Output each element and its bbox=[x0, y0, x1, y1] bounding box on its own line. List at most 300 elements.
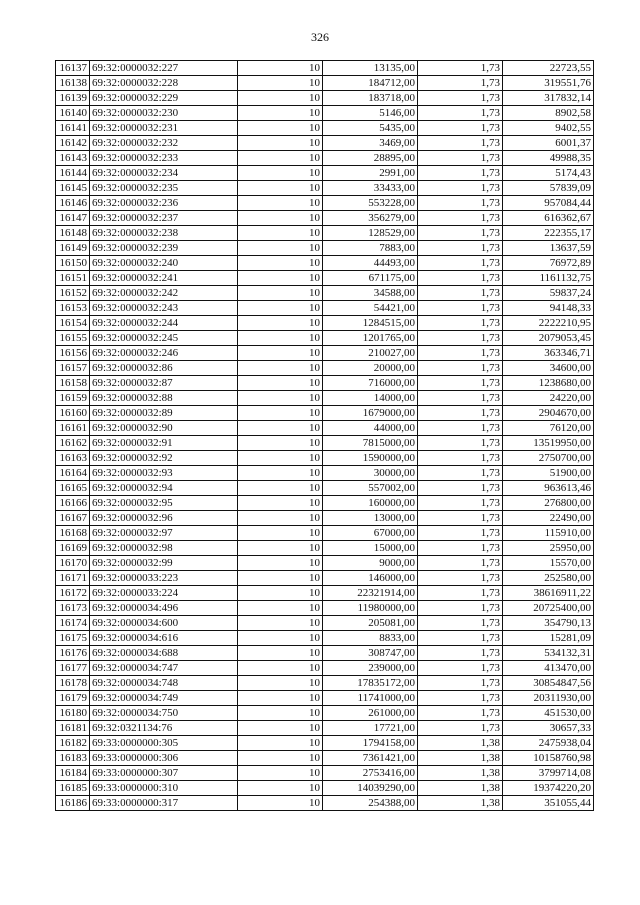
coefficient-cell: 1,73 bbox=[418, 331, 503, 346]
table-row bbox=[56, 721, 594, 736]
table-row bbox=[56, 466, 594, 481]
table-body bbox=[56, 61, 594, 811]
row-number-cell: 16154 bbox=[56, 316, 90, 331]
row-number-cell: 16173 bbox=[56, 601, 90, 616]
table-row bbox=[56, 706, 594, 721]
row-number-cell: 16185 bbox=[56, 781, 90, 796]
value-cell: 67000,00 bbox=[323, 526, 418, 541]
value-cell: 716000,00 bbox=[323, 376, 418, 391]
coefficient-cell: 1,73 bbox=[418, 616, 503, 631]
table-row bbox=[56, 796, 594, 811]
cadastral-number-cell: 69:33:0000000:317 bbox=[90, 796, 238, 811]
cadastral-number-cell: 69:33:0000000:305 bbox=[90, 736, 238, 751]
table-row bbox=[56, 211, 594, 226]
table-row bbox=[56, 166, 594, 181]
count-cell: 10 bbox=[238, 496, 323, 511]
table-row bbox=[56, 316, 594, 331]
table-row bbox=[56, 496, 594, 511]
cadastral-number-cell: 69:32:0000032:239 bbox=[90, 241, 238, 256]
row-number-cell: 16151 bbox=[56, 271, 90, 286]
table-row bbox=[56, 121, 594, 136]
cadastral-number-cell: 69:32:0000032:235 bbox=[90, 181, 238, 196]
cadastral-number-cell: 69:32:0000032:96 bbox=[90, 511, 238, 526]
row-number-cell: 16153 bbox=[56, 301, 90, 316]
total-cell: 276800,00 bbox=[503, 496, 594, 511]
table-row bbox=[56, 421, 594, 436]
table-row bbox=[56, 76, 594, 91]
cadastral-number-cell: 69:32:0000032:242 bbox=[90, 286, 238, 301]
coefficient-cell: 1,73 bbox=[418, 511, 503, 526]
coefficient-cell: 1,73 bbox=[418, 136, 503, 151]
total-cell: 30657,33 bbox=[503, 721, 594, 736]
count-cell: 10 bbox=[238, 451, 323, 466]
value-cell: 17721,00 bbox=[323, 721, 418, 736]
row-number-cell: 16171 bbox=[56, 571, 90, 586]
value-cell: 28895,00 bbox=[323, 151, 418, 166]
value-cell: 13000,00 bbox=[323, 511, 418, 526]
coefficient-cell: 1,73 bbox=[418, 196, 503, 211]
count-cell: 10 bbox=[238, 706, 323, 721]
coefficient-cell: 1,73 bbox=[418, 286, 503, 301]
table-row bbox=[56, 451, 594, 466]
total-cell: 13637,59 bbox=[503, 241, 594, 256]
coefficient-cell: 1,73 bbox=[418, 241, 503, 256]
count-cell: 10 bbox=[238, 346, 323, 361]
count-cell: 10 bbox=[238, 436, 323, 451]
total-cell: 2750700,00 bbox=[503, 451, 594, 466]
value-cell: 356279,00 bbox=[323, 211, 418, 226]
total-cell: 8902,58 bbox=[503, 106, 594, 121]
row-number-cell: 16174 bbox=[56, 616, 90, 631]
cadastral-number-cell: 69:33:0000000:306 bbox=[90, 751, 238, 766]
table-row bbox=[56, 376, 594, 391]
coefficient-cell: 1,73 bbox=[418, 226, 503, 241]
count-cell: 10 bbox=[238, 781, 323, 796]
value-cell: 2753416,00 bbox=[323, 766, 418, 781]
total-cell: 38616911,22 bbox=[503, 586, 594, 601]
coefficient-cell: 1,38 bbox=[418, 781, 503, 796]
coefficient-cell: 1,73 bbox=[418, 301, 503, 316]
cadastral-number-cell: 69:32:0000032:90 bbox=[90, 421, 238, 436]
cadastral-number-cell: 69:32:0000032:237 bbox=[90, 211, 238, 226]
value-cell: 14039290,00 bbox=[323, 781, 418, 796]
total-cell: 22490,00 bbox=[503, 511, 594, 526]
row-number-cell: 16155 bbox=[56, 331, 90, 346]
coefficient-cell: 1,73 bbox=[418, 76, 503, 91]
count-cell: 10 bbox=[238, 391, 323, 406]
row-number-cell: 16143 bbox=[56, 151, 90, 166]
coefficient-cell: 1,73 bbox=[418, 391, 503, 406]
count-cell: 10 bbox=[238, 211, 323, 226]
coefficient-cell: 1,73 bbox=[418, 151, 503, 166]
cadastral-number-cell: 69:32:0000032:245 bbox=[90, 331, 238, 346]
table-row bbox=[56, 601, 594, 616]
count-cell: 10 bbox=[238, 286, 323, 301]
coefficient-cell: 1,73 bbox=[418, 346, 503, 361]
coefficient-cell: 1,73 bbox=[418, 436, 503, 451]
cadastral-number-cell: 69:32:0000034:600 bbox=[90, 616, 238, 631]
total-cell: 20311930,00 bbox=[503, 691, 594, 706]
table-row bbox=[56, 541, 594, 556]
count-cell: 10 bbox=[238, 361, 323, 376]
row-number-cell: 16137 bbox=[56, 61, 90, 76]
cadastral-number-cell: 69:32:0000034:496 bbox=[90, 601, 238, 616]
coefficient-cell: 1,73 bbox=[418, 211, 503, 226]
coefficient-cell: 1,73 bbox=[418, 166, 503, 181]
cadastral-number-cell: 69:32:0000034:748 bbox=[90, 676, 238, 691]
row-number-cell: 16184 bbox=[56, 766, 90, 781]
row-number-cell: 16181 bbox=[56, 721, 90, 736]
count-cell: 10 bbox=[238, 526, 323, 541]
value-cell: 128529,00 bbox=[323, 226, 418, 241]
table-row bbox=[56, 736, 594, 751]
table-row bbox=[56, 661, 594, 676]
count-cell: 10 bbox=[238, 646, 323, 661]
row-number-cell: 16163 bbox=[56, 451, 90, 466]
row-number-cell: 16168 bbox=[56, 526, 90, 541]
count-cell: 10 bbox=[238, 676, 323, 691]
table-row bbox=[56, 346, 594, 361]
value-cell: 17835172,00 bbox=[323, 676, 418, 691]
table-row bbox=[56, 751, 594, 766]
total-cell: 2904670,00 bbox=[503, 406, 594, 421]
value-cell: 146000,00 bbox=[323, 571, 418, 586]
coefficient-cell: 1,38 bbox=[418, 751, 503, 766]
total-cell: 451530,00 bbox=[503, 706, 594, 721]
coefficient-cell: 1,73 bbox=[418, 256, 503, 271]
coefficient-cell: 1,73 bbox=[418, 61, 503, 76]
coefficient-cell: 1,73 bbox=[418, 496, 503, 511]
cadastral-number-cell: 69:32:0000032:232 bbox=[90, 136, 238, 151]
count-cell: 10 bbox=[238, 736, 323, 751]
table-row bbox=[56, 361, 594, 376]
value-cell: 1794158,00 bbox=[323, 736, 418, 751]
value-cell: 254388,00 bbox=[323, 796, 418, 811]
coefficient-cell: 1,73 bbox=[418, 121, 503, 136]
total-cell: 9402,55 bbox=[503, 121, 594, 136]
row-number-cell: 16166 bbox=[56, 496, 90, 511]
table-row bbox=[56, 196, 594, 211]
row-number-cell: 16138 bbox=[56, 76, 90, 91]
total-cell: 1238680,00 bbox=[503, 376, 594, 391]
count-cell: 10 bbox=[238, 601, 323, 616]
coefficient-cell: 1,38 bbox=[418, 766, 503, 781]
count-cell: 10 bbox=[238, 196, 323, 211]
cadastral-number-cell: 69:32:0000032:86 bbox=[90, 361, 238, 376]
total-cell: 13519950,00 bbox=[503, 436, 594, 451]
total-cell: 59837,24 bbox=[503, 286, 594, 301]
total-cell: 351055,44 bbox=[503, 796, 594, 811]
count-cell: 10 bbox=[238, 166, 323, 181]
value-cell: 30000,00 bbox=[323, 466, 418, 481]
coefficient-cell: 1,73 bbox=[418, 541, 503, 556]
value-cell: 557002,00 bbox=[323, 481, 418, 496]
total-cell: 413470,00 bbox=[503, 661, 594, 676]
count-cell: 10 bbox=[238, 766, 323, 781]
row-number-cell: 16159 bbox=[56, 391, 90, 406]
table-row bbox=[56, 136, 594, 151]
row-number-cell: 16146 bbox=[56, 196, 90, 211]
table-row bbox=[56, 91, 594, 106]
coefficient-cell: 1,73 bbox=[418, 316, 503, 331]
cadastral-number-cell: 69:32:0000032:97 bbox=[90, 526, 238, 541]
total-cell: 30854847,56 bbox=[503, 676, 594, 691]
cadastral-number-cell: 69:32:0000032:87 bbox=[90, 376, 238, 391]
coefficient-cell: 1,73 bbox=[418, 601, 503, 616]
table-row bbox=[56, 241, 594, 256]
row-number-cell: 16149 bbox=[56, 241, 90, 256]
count-cell: 10 bbox=[238, 661, 323, 676]
count-cell: 10 bbox=[238, 511, 323, 526]
value-cell: 5146,00 bbox=[323, 106, 418, 121]
count-cell: 10 bbox=[238, 91, 323, 106]
row-number-cell: 16162 bbox=[56, 436, 90, 451]
coefficient-cell: 1,73 bbox=[418, 721, 503, 736]
table-row bbox=[56, 631, 594, 646]
count-cell: 10 bbox=[238, 301, 323, 316]
cadastral-number-cell: 69:32:0000032:231 bbox=[90, 121, 238, 136]
value-cell: 3469,00 bbox=[323, 136, 418, 151]
count-cell: 10 bbox=[238, 466, 323, 481]
count-cell: 10 bbox=[238, 316, 323, 331]
row-number-cell: 16167 bbox=[56, 511, 90, 526]
count-cell: 10 bbox=[238, 106, 323, 121]
table-row bbox=[56, 586, 594, 601]
total-cell: 354790,13 bbox=[503, 616, 594, 631]
row-number-cell: 16141 bbox=[56, 121, 90, 136]
table-row bbox=[56, 301, 594, 316]
total-cell: 20725400,00 bbox=[503, 601, 594, 616]
total-cell: 25950,00 bbox=[503, 541, 594, 556]
cadastral-number-cell: 69:32:0000032:230 bbox=[90, 106, 238, 121]
cadastral-number-cell: 69:32:0000032:233 bbox=[90, 151, 238, 166]
value-cell: 183718,00 bbox=[323, 91, 418, 106]
data-table bbox=[55, 60, 594, 811]
total-cell: 76972,89 bbox=[503, 256, 594, 271]
value-cell: 22321914,00 bbox=[323, 586, 418, 601]
cadastral-number-cell: 69:32:0000032:89 bbox=[90, 406, 238, 421]
cadastral-number-cell: 69:32:0000032:98 bbox=[90, 541, 238, 556]
count-cell: 10 bbox=[238, 406, 323, 421]
table-row bbox=[56, 286, 594, 301]
coefficient-cell: 1,73 bbox=[418, 181, 503, 196]
table-row bbox=[56, 331, 594, 346]
total-cell: 19374220,20 bbox=[503, 781, 594, 796]
cadastral-number-cell: 69:32:0000032:246 bbox=[90, 346, 238, 361]
table-row bbox=[56, 256, 594, 271]
cadastral-number-cell: 69:32:0000032:228 bbox=[90, 76, 238, 91]
row-number-cell: 16156 bbox=[56, 346, 90, 361]
cadastral-number-cell: 69:32:0000032:229 bbox=[90, 91, 238, 106]
value-cell: 13135,00 bbox=[323, 61, 418, 76]
page-number: 326 bbox=[311, 30, 329, 44]
coefficient-cell: 1,73 bbox=[418, 271, 503, 286]
count-cell: 10 bbox=[238, 721, 323, 736]
cadastral-number-cell: 69:32:0000032:227 bbox=[90, 61, 238, 76]
count-cell: 10 bbox=[238, 556, 323, 571]
cadastral-number-cell: 69:32:0000032:243 bbox=[90, 301, 238, 316]
cadastral-number-cell: 69:33:0000000:307 bbox=[90, 766, 238, 781]
cadastral-number-cell: 69:32:0000032:94 bbox=[90, 481, 238, 496]
total-cell: 3799714,08 bbox=[503, 766, 594, 781]
row-number-cell: 16144 bbox=[56, 166, 90, 181]
count-cell: 10 bbox=[238, 421, 323, 436]
row-number-cell: 16164 bbox=[56, 466, 90, 481]
total-cell: 252580,00 bbox=[503, 571, 594, 586]
total-cell: 15570,00 bbox=[503, 556, 594, 571]
total-cell: 222355,17 bbox=[503, 226, 594, 241]
value-cell: 11741000,00 bbox=[323, 691, 418, 706]
cadastral-number-cell: 69:32:0000032:241 bbox=[90, 271, 238, 286]
table-row bbox=[56, 406, 594, 421]
count-cell: 10 bbox=[238, 586, 323, 601]
coefficient-cell: 1,73 bbox=[418, 676, 503, 691]
total-cell: 22723,55 bbox=[503, 61, 594, 76]
cadastral-number-cell: 69:32:0000033:224 bbox=[90, 586, 238, 601]
row-number-cell: 16182 bbox=[56, 736, 90, 751]
value-cell: 1590000,00 bbox=[323, 451, 418, 466]
cadastral-number-cell: 69:32:0000032:234 bbox=[90, 166, 238, 181]
value-cell: 8833,00 bbox=[323, 631, 418, 646]
total-cell: 1161132,75 bbox=[503, 271, 594, 286]
row-number-cell: 16176 bbox=[56, 646, 90, 661]
count-cell: 10 bbox=[238, 151, 323, 166]
value-cell: 20000,00 bbox=[323, 361, 418, 376]
total-cell: 6001,37 bbox=[503, 136, 594, 151]
row-number-cell: 16150 bbox=[56, 256, 90, 271]
total-cell: 115910,00 bbox=[503, 526, 594, 541]
cadastral-number-cell: 69:32:0000032:92 bbox=[90, 451, 238, 466]
coefficient-cell: 1,73 bbox=[418, 526, 503, 541]
value-cell: 5435,00 bbox=[323, 121, 418, 136]
total-cell: 957084,44 bbox=[503, 196, 594, 211]
cadastral-number-cell: 69:32:0000032:91 bbox=[90, 436, 238, 451]
count-cell: 10 bbox=[238, 271, 323, 286]
coefficient-cell: 1,73 bbox=[418, 691, 503, 706]
value-cell: 1201765,00 bbox=[323, 331, 418, 346]
coefficient-cell: 1,73 bbox=[418, 481, 503, 496]
row-number-cell: 16178 bbox=[56, 676, 90, 691]
total-cell: 24220,00 bbox=[503, 391, 594, 406]
coefficient-cell: 1,73 bbox=[418, 421, 503, 436]
count-cell: 10 bbox=[238, 121, 323, 136]
value-cell: 160000,00 bbox=[323, 496, 418, 511]
coefficient-cell: 1,73 bbox=[418, 361, 503, 376]
table-row bbox=[56, 766, 594, 781]
cadastral-number-cell: 69:32:0000032:88 bbox=[90, 391, 238, 406]
row-number-cell: 16160 bbox=[56, 406, 90, 421]
cadastral-number-cell: 69:32:0000032:95 bbox=[90, 496, 238, 511]
count-cell: 10 bbox=[238, 331, 323, 346]
count-cell: 10 bbox=[238, 76, 323, 91]
value-cell: 1679000,00 bbox=[323, 406, 418, 421]
row-number-cell: 16152 bbox=[56, 286, 90, 301]
value-cell: 184712,00 bbox=[323, 76, 418, 91]
cadastral-number-cell: 69:32:0000032:240 bbox=[90, 256, 238, 271]
coefficient-cell: 1,73 bbox=[418, 571, 503, 586]
cadastral-number-cell: 69:32:0000032:99 bbox=[90, 556, 238, 571]
value-cell: 239000,00 bbox=[323, 661, 418, 676]
total-cell: 534132,31 bbox=[503, 646, 594, 661]
value-cell: 7883,00 bbox=[323, 241, 418, 256]
value-cell: 54421,00 bbox=[323, 301, 418, 316]
total-cell: 363346,71 bbox=[503, 346, 594, 361]
row-number-cell: 16179 bbox=[56, 691, 90, 706]
cadastral-number-cell: 69:32:0000032:93 bbox=[90, 466, 238, 481]
cadastral-number-cell: 69:32:0000033:223 bbox=[90, 571, 238, 586]
value-cell: 553228,00 bbox=[323, 196, 418, 211]
table-row bbox=[56, 436, 594, 451]
value-cell: 261000,00 bbox=[323, 706, 418, 721]
coefficient-cell: 1,38 bbox=[418, 736, 503, 751]
coefficient-cell: 1,73 bbox=[418, 106, 503, 121]
row-number-cell: 16170 bbox=[56, 556, 90, 571]
value-cell: 44493,00 bbox=[323, 256, 418, 271]
count-cell: 10 bbox=[238, 481, 323, 496]
table-row bbox=[56, 691, 594, 706]
count-cell: 10 bbox=[238, 226, 323, 241]
cadastral-number-cell: 69:33:0000000:310 bbox=[90, 781, 238, 796]
total-cell: 317832,14 bbox=[503, 91, 594, 106]
cadastral-number-cell: 69:32:0000034:750 bbox=[90, 706, 238, 721]
coefficient-cell: 1,73 bbox=[418, 451, 503, 466]
table-row bbox=[56, 646, 594, 661]
value-cell: 205081,00 bbox=[323, 616, 418, 631]
value-cell: 11980000,00 bbox=[323, 601, 418, 616]
total-cell: 57839,09 bbox=[503, 181, 594, 196]
count-cell: 10 bbox=[238, 376, 323, 391]
count-cell: 10 bbox=[238, 241, 323, 256]
table-row bbox=[56, 391, 594, 406]
cadastral-number-cell: 69:32:0000032:236 bbox=[90, 196, 238, 211]
total-cell: 2079053,45 bbox=[503, 331, 594, 346]
coefficient-cell: 1,73 bbox=[418, 706, 503, 721]
value-cell: 308747,00 bbox=[323, 646, 418, 661]
row-number-cell: 16177 bbox=[56, 661, 90, 676]
value-cell: 33433,00 bbox=[323, 181, 418, 196]
count-cell: 10 bbox=[238, 616, 323, 631]
cadastral-number-cell: 69:32:0000032:238 bbox=[90, 226, 238, 241]
cadastral-number-cell: 69:32:0000034:616 bbox=[90, 631, 238, 646]
total-cell: 34600,00 bbox=[503, 361, 594, 376]
value-cell: 210027,00 bbox=[323, 346, 418, 361]
total-cell: 94148,33 bbox=[503, 301, 594, 316]
count-cell: 10 bbox=[238, 691, 323, 706]
table-row bbox=[56, 106, 594, 121]
total-cell: 2475938,04 bbox=[503, 736, 594, 751]
coefficient-cell: 1,73 bbox=[418, 631, 503, 646]
row-number-cell: 16165 bbox=[56, 481, 90, 496]
row-number-cell: 16145 bbox=[56, 181, 90, 196]
table-row bbox=[56, 781, 594, 796]
table-row bbox=[56, 676, 594, 691]
row-number-cell: 16175 bbox=[56, 631, 90, 646]
table-row bbox=[56, 481, 594, 496]
cadastral-number-cell: 69:32:0000032:244 bbox=[90, 316, 238, 331]
coefficient-cell: 1,38 bbox=[418, 796, 503, 811]
table-row bbox=[56, 181, 594, 196]
value-cell: 2991,00 bbox=[323, 166, 418, 181]
coefficient-cell: 1,73 bbox=[418, 586, 503, 601]
value-cell: 7815000,00 bbox=[323, 436, 418, 451]
coefficient-cell: 1,73 bbox=[418, 556, 503, 571]
total-cell: 2222210,95 bbox=[503, 316, 594, 331]
table-row bbox=[56, 271, 594, 286]
total-cell: 616362,67 bbox=[503, 211, 594, 226]
total-cell: 51900,00 bbox=[503, 466, 594, 481]
table-row bbox=[56, 226, 594, 241]
value-cell: 44000,00 bbox=[323, 421, 418, 436]
